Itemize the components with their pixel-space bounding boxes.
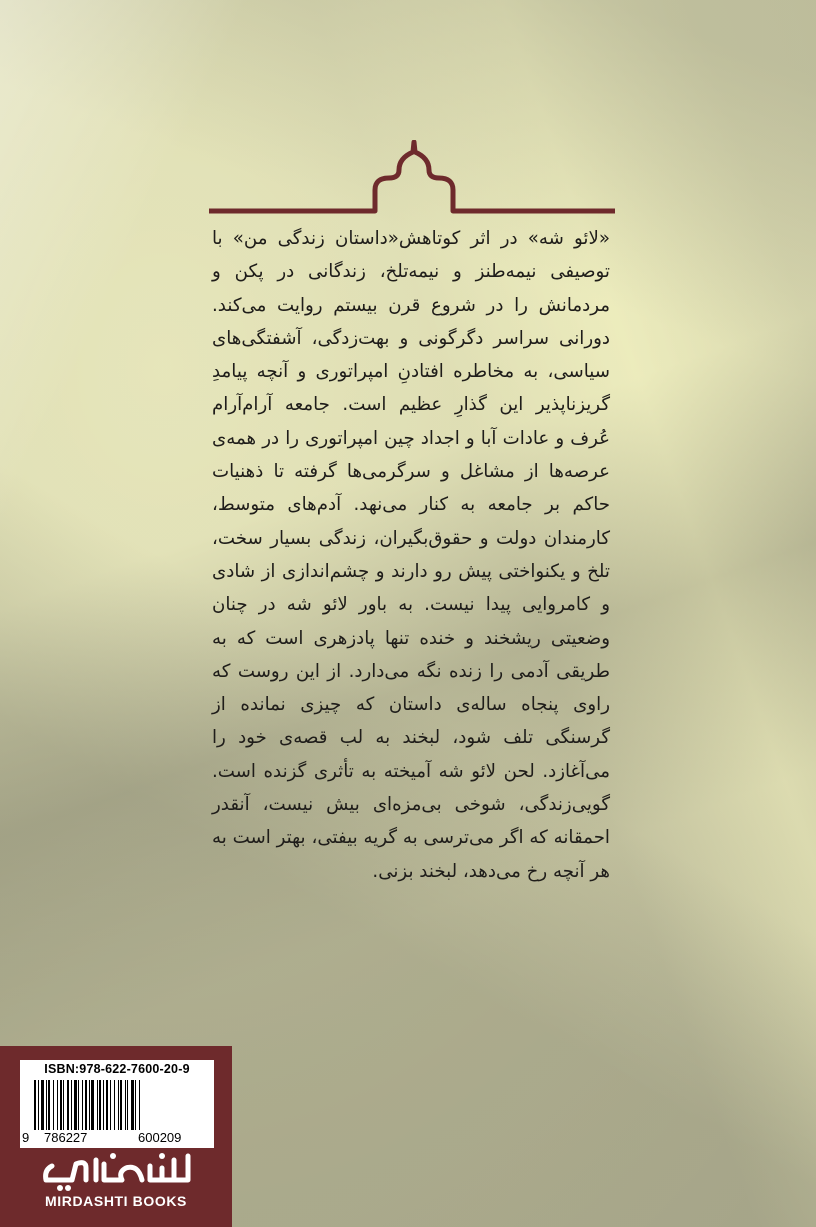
barcode-bar	[131, 1080, 134, 1130]
barcode	[20, 1060, 214, 1148]
barcode-bar	[46, 1080, 47, 1130]
barcode-bar	[78, 1080, 79, 1130]
barcode-bar	[53, 1080, 54, 1130]
barcode-bar	[135, 1080, 136, 1130]
barcode-bar	[38, 1080, 39, 1130]
barcode-bar	[63, 1080, 64, 1130]
barcode-bar	[85, 1080, 87, 1130]
barcode-bar	[114, 1080, 115, 1130]
barcode-bar	[91, 1080, 94, 1130]
barcode-bars	[34, 1080, 210, 1130]
barcode-bar	[139, 1080, 140, 1130]
isbn-label: ISBN:978-622-7600-20-9	[44, 1062, 190, 1076]
barcode-bar	[97, 1080, 98, 1130]
barcode-digits-left: 786227	[44, 1130, 88, 1145]
barcode-bar	[106, 1080, 108, 1130]
barcode-bar	[74, 1080, 77, 1130]
barcode-bar	[48, 1080, 50, 1130]
barcode-bar	[127, 1080, 128, 1130]
barcode-digits-right: 600209	[138, 1130, 182, 1145]
barcode-bar	[125, 1080, 126, 1130]
barcode-bar	[67, 1080, 69, 1130]
barcode-bar	[57, 1080, 58, 1130]
blurb-text: «لائو شه» در اثر کوتاهش«داستان زندگی من» با توصیفی نیمه‌طنز و نیمه‌تلخ، زندگانی در پکن و مردمانش را در شروع قرن بیستم روایت می‌کند. دورانی سراسر دگرگونی و بهت‌زدگی، آشفتگی‌های سیاسی، به مخاطره افتادنِ امپراتوری و آنچه پیامدِ گریزناپذیر این گذارِ عظیم است. جامعه آرام‌آرام عُرف و عادات آبا و اجداد چین امپراتوری را در همه‌ی عرصه‌ها از مشاغل و سرگرمی‌ها گرفته تا ذهنیات حاکم بر جامعه به کنار می‌نهد. آدم‌های متوسط، کارمندان دولت و حقوق‌بگیران، زندگی بسیار سخت، تلخ و یکنواختی پیش رو دارند و چشم‌اندازی از شادی و کامروایی پیدا نیست. به باور لائو شه در چنان وضعیتی ریشخند و خنده تنها پادزهری است که به طریقی آدمی را زنده نگه می‌دارد. از این روست که راوی پنجاه ساله‌ی داستان که چیزی نمانده از گرسنگی تلف شود، لبخند به لب قصه‌ی خود را می‌آغازد. لحن لائو شه آمیخته به تأثری گزنده است. گویی‌زندگی، شوخی بی‌مزه‌ای بیش نیست، آنقدر احمقانه که اگر می‌ترسی به گریه بیفتی، بهتر است به هر آنچه رخ می‌دهد، لبخند بزنی.	[212, 228, 610, 882]
publisher-logo	[42, 1146, 192, 1192]
barcode-bar	[82, 1080, 83, 1130]
barcode-bar	[34, 1080, 36, 1130]
barcode-bar	[110, 1080, 111, 1130]
barcode-bar	[60, 1080, 62, 1130]
barcode-bar	[99, 1080, 101, 1130]
publisher-name: MIRDASHTI BOOKS	[45, 1193, 187, 1209]
barcode-bar	[71, 1080, 72, 1130]
barcode-bar	[103, 1080, 104, 1130]
barcode-bar	[118, 1080, 119, 1130]
dome-ornament	[209, 140, 615, 218]
barcode-bar	[120, 1080, 122, 1130]
barcode-bar	[89, 1080, 90, 1130]
barcode-digit-first: 9	[22, 1130, 30, 1145]
barcode-bar	[41, 1080, 44, 1130]
